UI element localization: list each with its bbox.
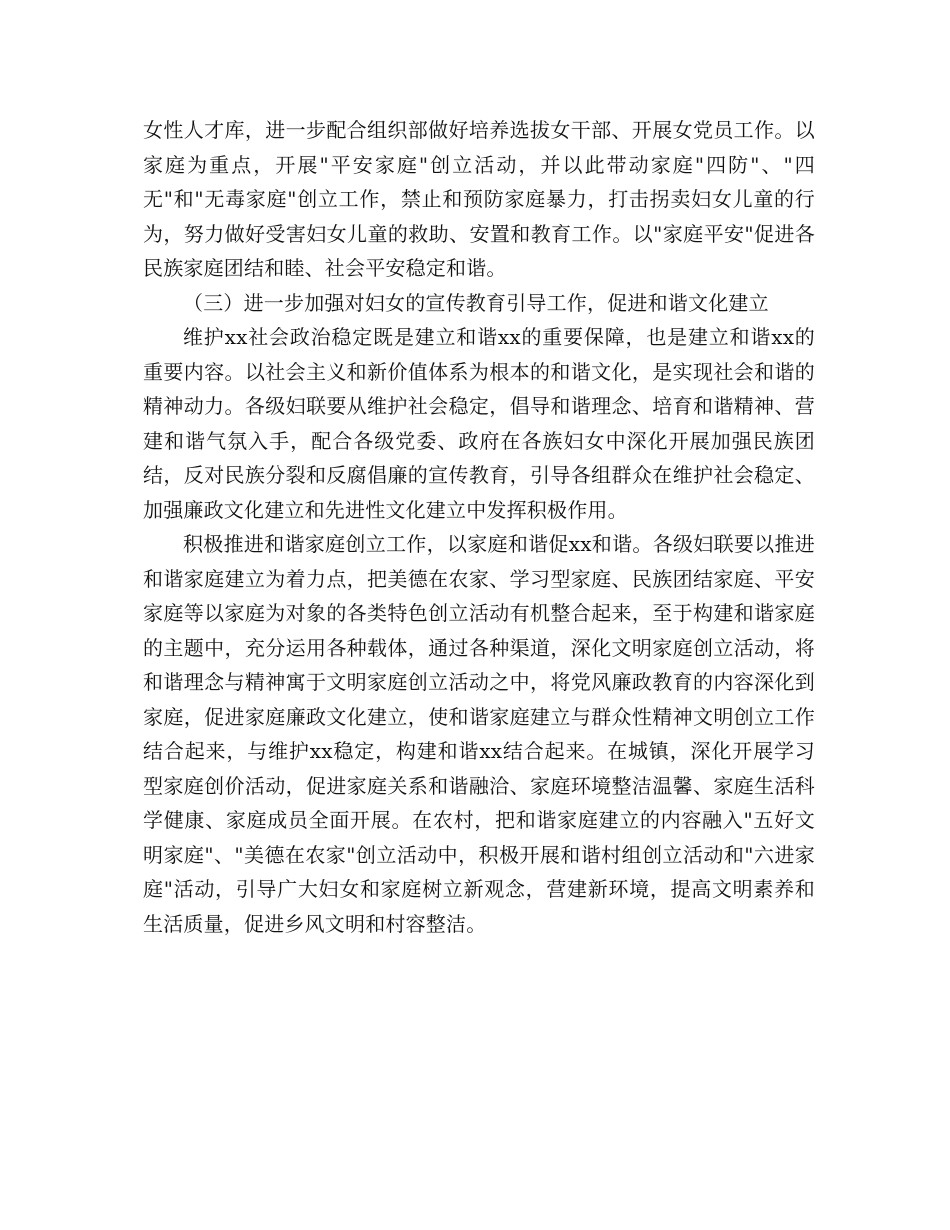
paragraph-harmonious-family: 积极推进和谐家庭创立工作，以家庭和谐促xx和谐。各级妇联要以推进和谐家庭建立为着力点，把美德在农家、学习型家庭、民族团结家庭、平安家庭等以家庭为对象的各类特色创立活动有机整合起来，至于构建和谐家庭的主题中，充分运用各种载体，通过各种渠道，深化文明家庭创立活动，将和谐理念与精神寓于文明家庭创立活动之中，将党风廉政教育的内容深化到家庭，促进家庭廉政文化建立，使和谐家庭建立与群众性精神文明创立工作结合起来，与维护xx稳定，构建和谐xx结合起来。在城镇，深化开展学习型家庭创价活动，促进家庭关系和谐融洽、家庭环境整洁温馨、家庭生活科学健康、家庭成员全面开展。在农村，把和谐家庭建立的内容融入"五好文明家庭"、"美德在农家"创立活动中，积极开展和谐村组创立活动和"六进家庭"活动，引导广大妇女和家庭树立新观念，营建新环境，提高文明素养和生活质量，促进乡风文明和村容整洁。 (143, 532, 815, 936)
paragraph-social-stability: 维护xx社会政治稳定既是建立和谐xx的重要保障，也是建立和谐xx的重要内容。以社会主义和新价值体系为根本的和谐文化，是实现社会和谐的精神动力。各级妇联要从维护社会稳定，倡导和谐理念、培育和谐精神、营建和谐气氛入手，配合各级党委、政府在各族妇女中深化开展加强民族团结，反对民族分裂和反腐倡廉的宣传教育，引导各组群众在维护社会稳定、加强廉政文化建立和先进性文化建立中发挥积极作用。 (143, 325, 815, 522)
paragraph-continuation: 女性人才库，进一步配合组织部做好培养选拔女干部、开展女党员工作。以家庭为重点，开展"平安家庭"创立活动，并以此带动家庭"四防"、"四无"和"无毒家庭"创立工作，禁止和预防家庭暴力，打击拐卖妇女儿童的行为，努力做好受害妇女儿童的救助、安置和教育工作。以"家庭平安"促进各民族家庭团结和睦、社会平安稳定和谐。 (143, 118, 815, 280)
document-body (143, 113, 815, 941)
section-heading-three: （三）进一步加强对妇女的宣传教育引导工作，促进和谐文化建立 (183, 290, 769, 315)
